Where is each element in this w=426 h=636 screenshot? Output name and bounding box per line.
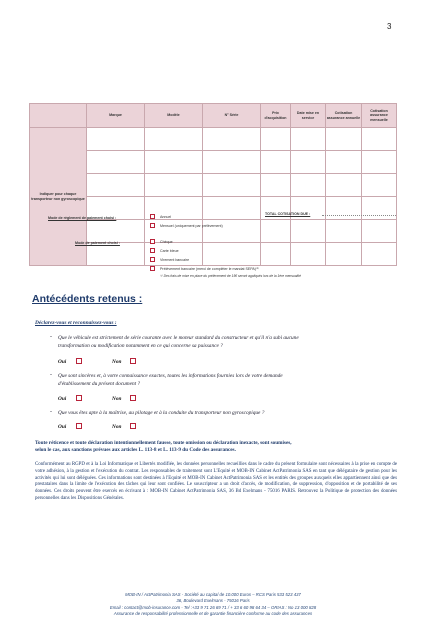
checkbox-cheque[interactable] bbox=[150, 239, 155, 244]
q1-oui-checkbox[interactable] bbox=[76, 358, 82, 364]
option-virement: Virement bancaire bbox=[160, 258, 190, 262]
footer-contact: Email : contact@mob-insurance.com - Tel :+33 9 71 26 69 71 / + 33 6 60 98 64 34 – ORIAS : No 13 000 828 bbox=[109, 604, 317, 610]
option-mensuel: Mensuel (uniquement par prélèvement) bbox=[160, 224, 223, 228]
question-1: Que le véhicule est strictement de série courante avec le moteur standard du constructeur et qu'il n'a subi aucune transformation ou modification notamment en ce qui concerne sa puissance ? bbox=[58, 335, 299, 349]
table-cell[interactable] bbox=[203, 243, 261, 266]
header-cotisation-annuelle: Cotisation assurance annuelle bbox=[326, 104, 362, 128]
q3-oui-label: Oui bbox=[58, 424, 67, 430]
q2-non-checkbox[interactable] bbox=[130, 395, 136, 401]
footer bbox=[0, 592, 426, 618]
option-cheque: Chèque bbox=[160, 240, 173, 244]
table-cell[interactable] bbox=[87, 128, 145, 151]
table-cell[interactable] bbox=[362, 174, 397, 197]
table-cell[interactable] bbox=[362, 151, 397, 174]
table-cell[interactable] bbox=[203, 151, 261, 174]
table-cell[interactable] bbox=[291, 151, 326, 174]
checkbox-mensuel[interactable] bbox=[150, 223, 155, 228]
table-cell[interactable] bbox=[145, 151, 203, 174]
option-prelevement: Prélèvement bancaire (merci de compléter le mandat SEPA)⁽¹⁾ bbox=[160, 267, 259, 271]
total-cotisation-label: TOTAL COTISATION DUE : bbox=[265, 212, 311, 216]
table-cell[interactable] bbox=[145, 243, 203, 266]
q3-oui-checkbox[interactable] bbox=[76, 423, 82, 429]
table-cell[interactable] bbox=[291, 220, 326, 243]
table-cell[interactable] bbox=[326, 197, 362, 220]
q3-non-checkbox[interactable] bbox=[130, 423, 136, 429]
table-cell[interactable] bbox=[362, 220, 397, 243]
table-cell[interactable] bbox=[203, 174, 261, 197]
table-cell[interactable] bbox=[203, 220, 261, 243]
table-cell[interactable] bbox=[145, 174, 203, 197]
table-cell[interactable] bbox=[145, 128, 203, 151]
table-cell[interactable] bbox=[203, 197, 261, 220]
question-2: Que sont sincères et, à votre connaissance exactes, toutes les informations fournies lors de votre demande d'établissement du présent document ? bbox=[58, 373, 283, 387]
total-cotisation-field[interactable] bbox=[322, 215, 396, 216]
footer-insurance: Assurance de responsabilité professionnelle et de garantie financière conforme au code des assurances bbox=[113, 611, 313, 617]
checkbox-virement[interactable] bbox=[150, 257, 155, 262]
table-corner bbox=[30, 104, 87, 128]
question-3: Que vous êtes apte à la maîtrise, au pilotage et à la conduite du transporteur non gyroscopique ? bbox=[58, 410, 265, 416]
q2-oui-label: Oui bbox=[58, 396, 67, 402]
antecedents-intro: Déclarez-vous et reconnaissez-vous : bbox=[35, 320, 117, 326]
table-cell[interactable] bbox=[362, 128, 397, 151]
table-cell[interactable] bbox=[326, 151, 362, 174]
mode-paiement-label: Mode de paiement choisi : bbox=[75, 241, 120, 245]
rgpd-paragraph: Conformément au RGPD et à la Loi Informatique et Libertés modifiée, les données personnelles recueillies dans le cadre du présent formulaire sont nécessaires à la prise en compte de votre adhésion, à la gestion et l'exécution du contrat. Les responsables de traitement sont L'Equité et MOB-IN Cabinet ActPatrimonia SAS en tant que délégataire de gestion pour les activités qui lui sont déléguées. Ces informations sont destinées à l'Equité et MOB-IN Cabinet ActPatrimonia SAS et les entités des groupes auxquels elles appartiennent ainsi que des prestataires dans la limite de l'exécution des tâches qui leur sont confiées. Le souscripteur a un droit d'accès, de modification, de suppression, d'opposition et de portabilité de ses données. Ces droits peuvent être exercés en écrivant à : MOB-IN Cabinet ActPatrimonia SAS, 36 Bd Exelmans - 75016 PARIS. Retrouvez la Politique de protection des données personnelles dans les Dispositions Générales. bbox=[35, 462, 397, 501]
bullet-dash: - bbox=[50, 372, 52, 378]
table-cell[interactable] bbox=[87, 151, 145, 174]
bullet-dash: - bbox=[50, 334, 52, 340]
q2-oui-checkbox[interactable] bbox=[76, 395, 82, 401]
table-cell[interactable] bbox=[291, 243, 326, 266]
header-cotisation-mensuelle: Cotisation assurance mensuelle bbox=[362, 104, 397, 128]
table-cell[interactable] bbox=[291, 174, 326, 197]
prelevement-footnote: ⁽¹⁾ Des frais de mise en place du prélèvement de 15€ seront appliqués lors de la 1ère mensualité bbox=[160, 274, 301, 278]
checkbox-prelevement[interactable] bbox=[150, 266, 155, 271]
q1-non-label: Non bbox=[112, 359, 122, 365]
footer-company: MOB-IN / ActPatrimonia SAS - Société au capital de 10.000 Euros – RCS Paris 533 523 437 bbox=[125, 592, 301, 597]
header-modele: Modèle bbox=[145, 104, 203, 128]
table-cell[interactable] bbox=[362, 243, 397, 266]
table-cell[interactable] bbox=[291, 128, 326, 151]
mode-reglement-label: Mode de règlement de paiement choisi : bbox=[48, 216, 117, 220]
q1-non-checkbox[interactable] bbox=[130, 358, 136, 364]
table-side-label: Indiquer pour chaque transporteur non gyroscopique bbox=[30, 128, 87, 266]
table-cell[interactable] bbox=[326, 174, 362, 197]
header-prix: Prix d'acquisition bbox=[261, 104, 291, 128]
header-marque: Marque bbox=[87, 104, 145, 128]
page-number: 3 bbox=[387, 22, 392, 31]
table-cell[interactable] bbox=[326, 220, 362, 243]
table-cell[interactable] bbox=[261, 197, 291, 220]
footer-address: 36, Boulevard Exelmans - 75016 Paris bbox=[176, 598, 250, 604]
header-numero-serie: N° Série bbox=[203, 104, 261, 128]
table-cell[interactable] bbox=[203, 128, 261, 151]
table-cell[interactable] bbox=[362, 197, 397, 220]
option-annuel: Annuel bbox=[160, 215, 172, 219]
table-cell[interactable] bbox=[87, 174, 145, 197]
checkbox-carte-bleue[interactable] bbox=[150, 248, 155, 253]
table-cell[interactable] bbox=[326, 128, 362, 151]
table-cell[interactable] bbox=[326, 243, 362, 266]
table-cell[interactable] bbox=[291, 197, 326, 220]
header-date-mise-en-service: Date mise en service bbox=[291, 104, 326, 128]
table-cell[interactable] bbox=[261, 174, 291, 197]
q1-oui-label: Oui bbox=[58, 359, 67, 365]
antecedents-title: Antécédents retenus : bbox=[32, 293, 143, 305]
q3-non-label: Non bbox=[112, 424, 122, 430]
table-cell[interactable] bbox=[87, 243, 145, 266]
bullet-dash: - bbox=[50, 409, 52, 415]
sanctions-warning: Toute réticence et toute déclaration intentionnellement fausse, toute omission ou déclaration inexacte, sont soumises, selon le cas, aux sanctions prévues aux articles L. 113-8 et L. 113-9 du Code des assurances. bbox=[35, 440, 292, 454]
table-cell[interactable] bbox=[261, 128, 291, 151]
q2-non-label: Non bbox=[112, 396, 122, 402]
table-cell[interactable] bbox=[87, 220, 145, 243]
table-cell[interactable] bbox=[261, 243, 291, 266]
checkbox-annuel[interactable] bbox=[150, 214, 155, 219]
table-cell[interactable] bbox=[261, 220, 291, 243]
table-cell[interactable] bbox=[261, 151, 291, 174]
option-carte-bleue: Carte bleue bbox=[160, 249, 179, 253]
